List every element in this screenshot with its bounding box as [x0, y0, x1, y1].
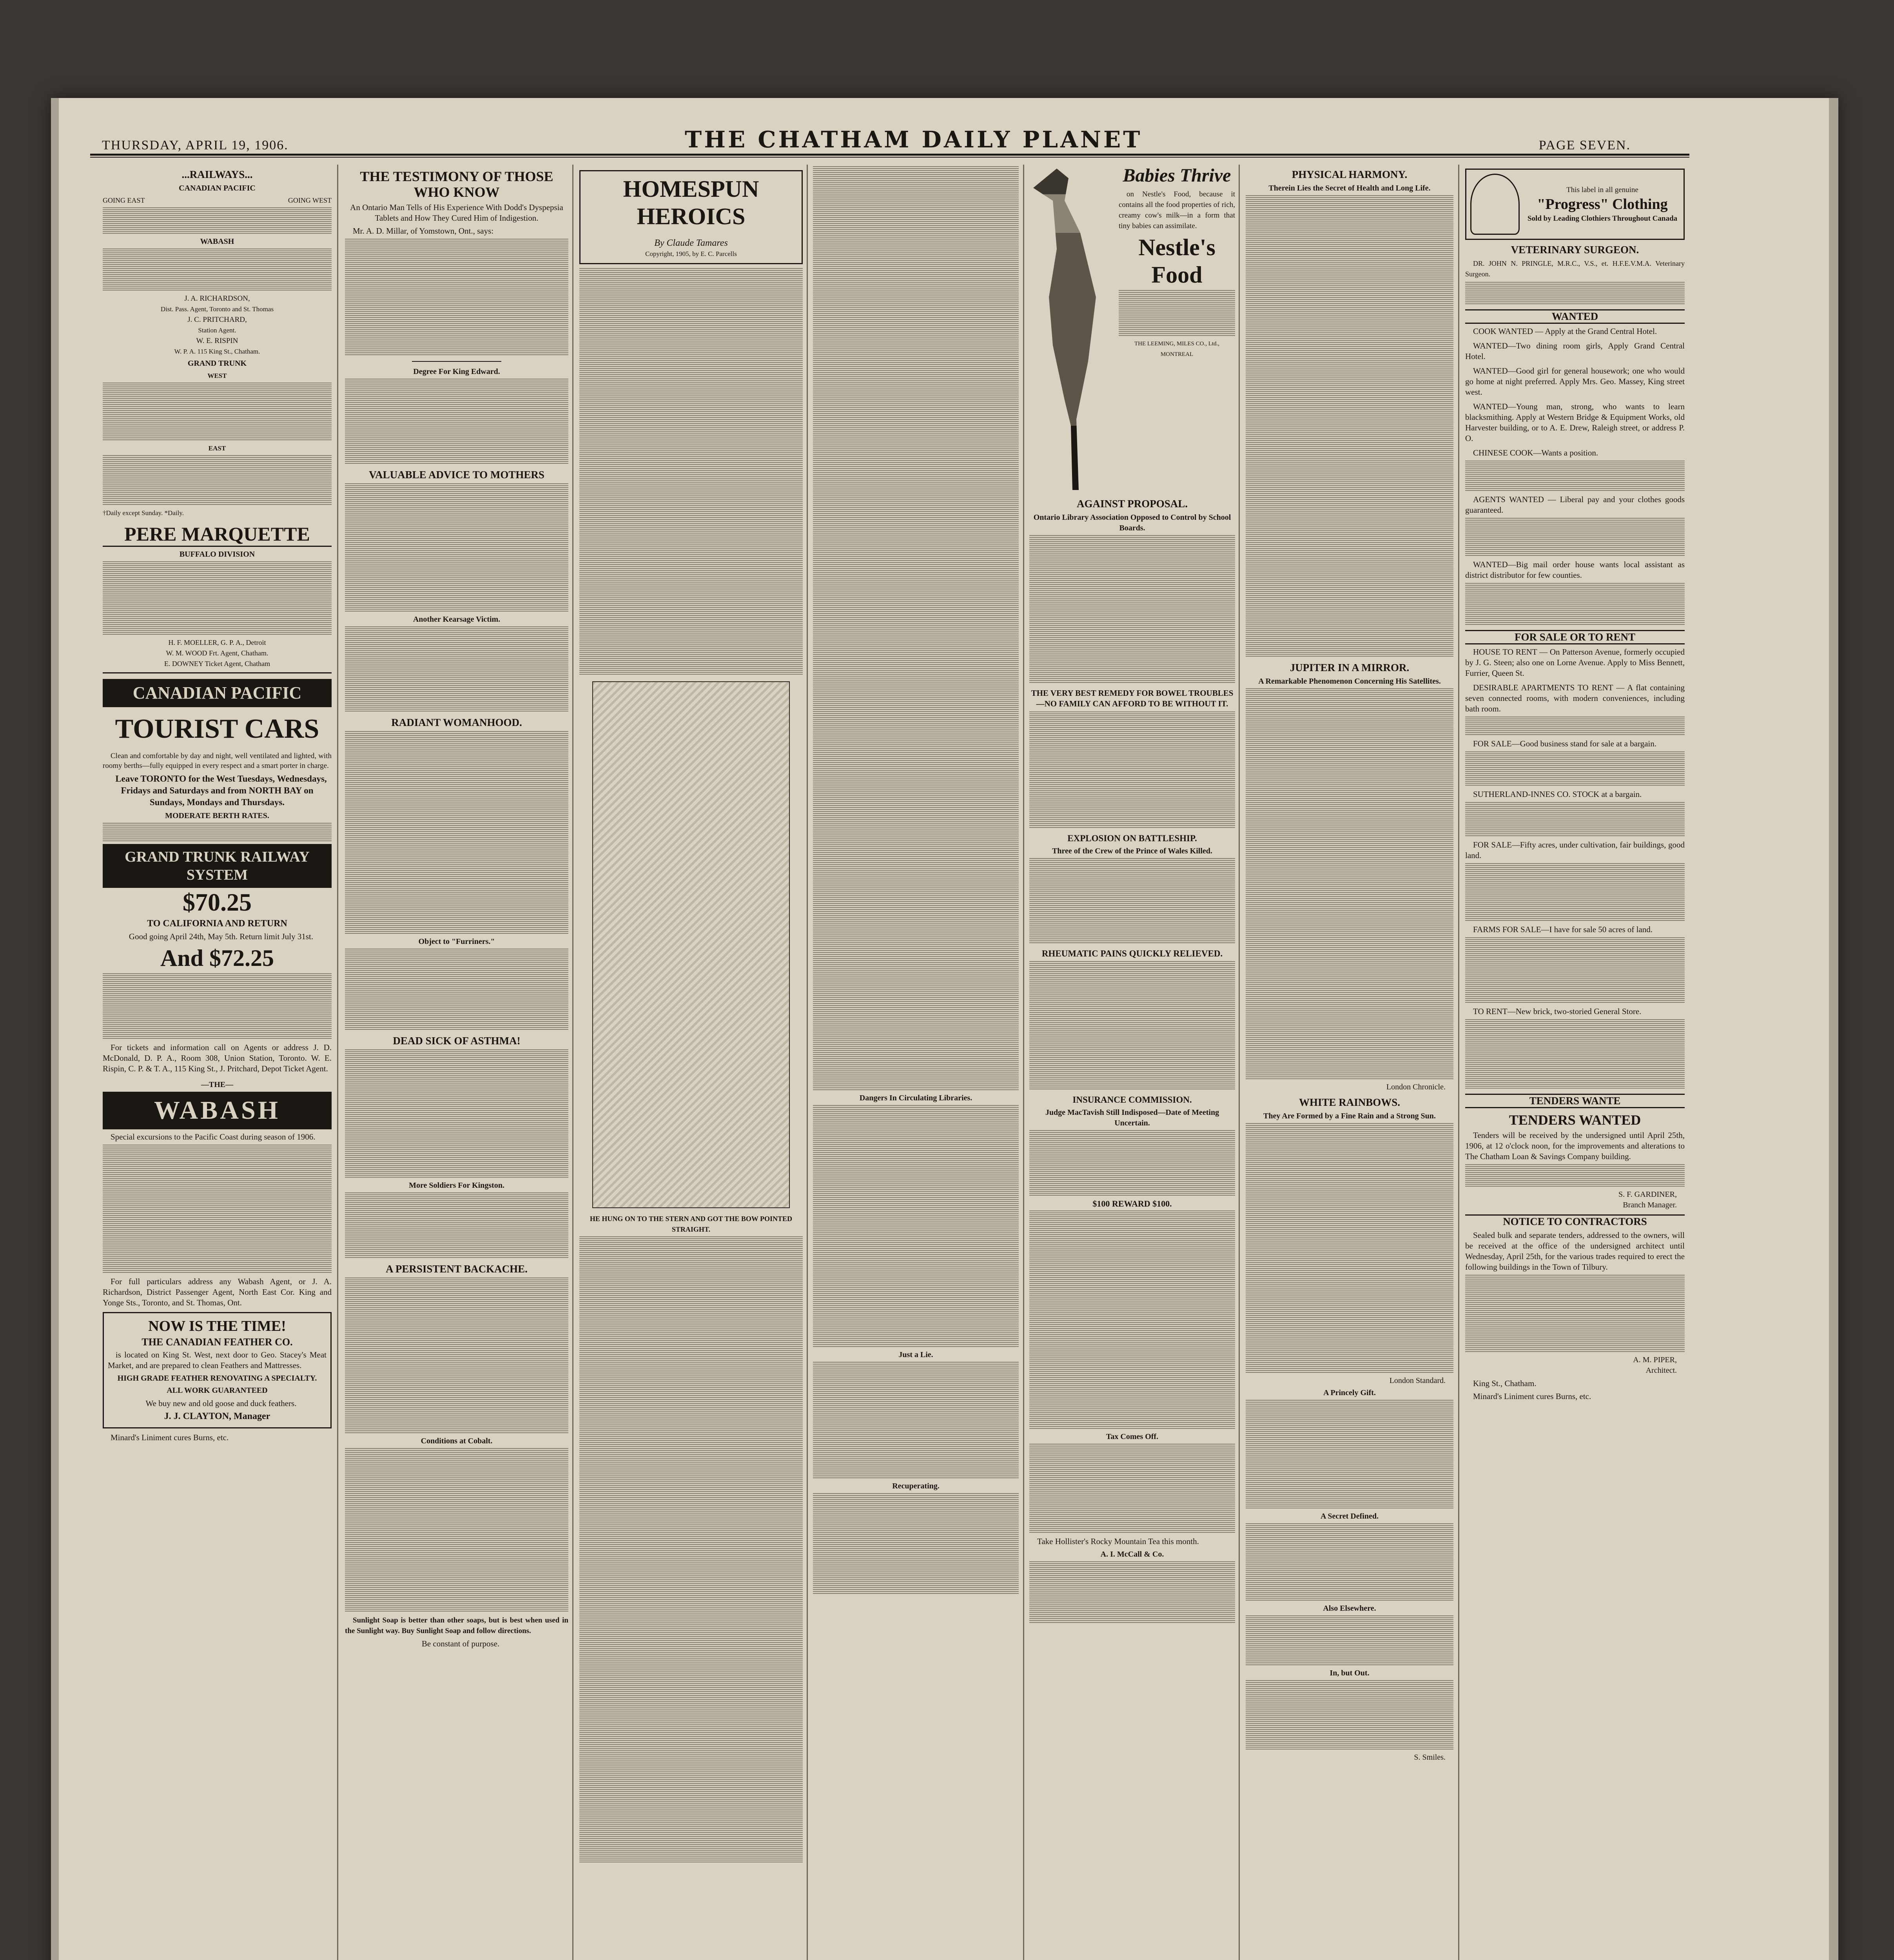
chronicle-credit: London Chronicle.	[1386, 1083, 1446, 1091]
gardiner-title: Branch Manager.	[1623, 1201, 1677, 1209]
the-label: —THE—	[201, 1080, 234, 1089]
rispin-name: W. E. RISPIN	[196, 337, 238, 345]
smiles-credit: S. Smiles.	[1414, 1753, 1446, 1762]
body-text	[103, 1145, 332, 1274]
dangers-heading: Dangers In Circulating Libraries.	[859, 1094, 972, 1102]
richardson-title: Dist. Pass. Agent, Toronto and St. Thomas	[160, 305, 274, 313]
small-text	[1465, 1019, 1685, 1090]
gt-heading: GRAND TRUNK	[187, 359, 247, 368]
wood: W. M. WOOD Frt. Agent, Chatham.	[166, 649, 268, 657]
testimony-lead: Mr. A. D. Millar, of Yomstown, Ont., says:	[353, 226, 494, 236]
going-east-label: GOING EAST	[103, 196, 145, 204]
body-text	[1246, 1615, 1453, 1666]
work-guaranteed: ALL WORK GUARANTEED	[167, 1386, 268, 1395]
cp-heading: CANADIAN PACIFIC	[179, 184, 256, 192]
library-subhead: Ontario Library Association Opposed to Control by School Boards.	[1033, 513, 1231, 532]
small-text	[1465, 717, 1685, 736]
reward-heading: $100 REWARD $100.	[1092, 1199, 1172, 1209]
body-text	[813, 1105, 1019, 1348]
progress-clothing-ad	[1465, 169, 1685, 240]
body-text	[345, 1192, 568, 1259]
column-homespun	[579, 165, 803, 1960]
homespun-title: HOMESPUN HEROICS	[623, 176, 759, 229]
tax-heading: Tax Comes Off.	[1106, 1432, 1159, 1441]
feather-co-ad	[103, 1312, 332, 1428]
standard-credit: London Standard.	[1389, 1376, 1446, 1385]
timetable-text	[103, 455, 332, 506]
body-text	[1029, 535, 1235, 684]
testimony-deck: An Ontario Man Tells of His Experience With Dodd's Dyspepsia Tablets and How They Cured Him of Indigestion.	[350, 203, 563, 223]
body-text	[1029, 711, 1235, 829]
wanted-chinese-cook: CHINESE COOK—Wants a position.	[1473, 448, 1598, 457]
body-text	[1029, 1561, 1235, 1624]
cp-directions	[103, 195, 332, 206]
insurance-heading: INSURANCE COMMISSION.	[1072, 1095, 1192, 1105]
explosion-heading: EXPLOSION ON BATTLESHIP.	[1067, 833, 1197, 843]
stork-illustration	[1033, 169, 1112, 490]
homespun-byline: By Claude Tamares	[654, 238, 728, 248]
wanted-agents: AGENTS WANTED — Liberal pay and your clothes goods guaranteed.	[1465, 495, 1685, 515]
body-text	[1029, 1444, 1235, 1534]
recuperating-heading: Recuperating.	[892, 1482, 940, 1490]
timetable-text	[103, 383, 332, 441]
daily-note: †Daily except Sunday. *Daily.	[103, 509, 184, 517]
gt-system-logo: GRAND TRUNK RAILWAY SYSTEM	[103, 844, 332, 888]
progress-label-icon	[1470, 174, 1520, 235]
downey: E. DOWNEY Ticket Agent, Chatham	[103, 659, 332, 673]
body-text	[1246, 1400, 1453, 1510]
tenders-text: Tenders will be received by the undersigned until April 25th, 1906, at 12 o'clock noon, for the improvements and alterations to The Chatham Loan & Savings Company building.	[1465, 1131, 1685, 1161]
column-story-continued	[813, 165, 1019, 1960]
story-text	[813, 166, 1019, 1091]
west-label: WEST	[207, 372, 227, 379]
tenders-heading: TENDERS WANTE	[1465, 1094, 1685, 1108]
further-info: For full particulars address any Wabash Agent, or J. A. Richardson, District Passenger Agent, North East Cor. King and Yonge Sts., Toronto, and St. Thomas, Ont.	[103, 1277, 332, 1307]
california-price: $70.25	[183, 888, 252, 916]
nestles-text: on Nestle's Food, because it contains all the food properties of rich, creamy cow's milk—in a form that tiny babies can assimilate.	[1119, 190, 1235, 230]
minards-ad-2: Minard's Liniment cures Burns, etc.	[1473, 1392, 1591, 1401]
for-sale-heading: FOR SALE OR TO RENT	[1465, 630, 1685, 644]
body-text	[1029, 858, 1235, 944]
contractors-text: Sealed bulk and separate tenders, addressed to the owners, will be received at the office of the undersigned architect until Wednesday, April 25th, for the various trades required to erect the following buildings in the Town of Tilbury.	[1465, 1230, 1685, 1272]
mcgall: A. I. McCall & Co.	[1100, 1550, 1164, 1559]
body-text	[1246, 195, 1453, 658]
body-text	[345, 731, 568, 935]
pere-marquette-logo: PERE MARQUETTE	[103, 522, 332, 547]
wanted-heading: WANTED	[1465, 309, 1685, 324]
issue-date: THURSDAY, APRIL 19, 1906.	[102, 138, 288, 152]
advice-heading: VALUABLE ADVICE TO MOTHERS	[369, 469, 544, 481]
illustration-caption: HE HUNG ON TO THE STERN AND GOT THE BOW POINTED STRAIGHT.	[590, 1215, 793, 1233]
body-text	[345, 626, 568, 713]
small-text	[103, 823, 332, 842]
rent-brick-store: TO RENT—New brick, two-storied General Store.	[1473, 1007, 1642, 1016]
small-text	[1465, 461, 1685, 492]
small-text	[1465, 1275, 1685, 1353]
small-text	[1465, 583, 1685, 626]
body-text	[345, 949, 568, 1031]
railways-heading: ...RAILWAYS...	[181, 169, 253, 180]
homespun-copyright: Copyright, 1905, by E. C. Parcells	[645, 250, 737, 258]
cp-tourist-logo: CANADIAN PACIFIC	[103, 679, 332, 707]
homespun-title-box	[579, 170, 803, 264]
column-science	[1246, 165, 1453, 1960]
contractors-heading: NOTICE TO CONTRACTORS	[1465, 1214, 1685, 1228]
asthma-heading: DEAD SICK OF ASTHMA!	[393, 1035, 521, 1047]
buy-feathers: We buy new and old goose and duck feathers.	[145, 1399, 297, 1408]
richardson-name: J. A. RICHARDSON,	[184, 294, 250, 303]
body-text	[345, 1049, 568, 1179]
column-rule	[1023, 165, 1024, 1960]
wanted-blacksmith: WANTED—Young man, strong, who wants to learn blacksmithing. Apply at Western Bridge & Equipment Works, old Harvester building, or to A. E. Drew, Raleigh street, or address P. O.	[1465, 402, 1685, 443]
against-heading: AGAINST PROPOSAL.	[1076, 498, 1188, 510]
body-text	[813, 1362, 1019, 1479]
minards-ad: Minard's Liniment cures Burns, etc.	[111, 1433, 229, 1442]
small-text	[1465, 863, 1685, 922]
story-text	[579, 1236, 803, 1864]
tickets-text: For tickets and information call on Agents or address J. D. McDonald, D. P. A., Room 308, Union Station, Toronto. W. E. Rispin, C. P. & T. A., 115 King St., J. Pritchard, Depot Ticket Agent.	[103, 1043, 332, 1073]
body-text	[345, 1278, 568, 1434]
page-number: PAGE SEVEN.	[1538, 138, 1631, 152]
piper-title: Architect.	[1645, 1366, 1677, 1375]
radiant-heading: RADIANT WOMANHOOD.	[391, 717, 522, 728]
wabash-logo: WABASH	[103, 1092, 332, 1129]
rainbows-heading: WHITE RAINBOWS.	[1299, 1096, 1401, 1108]
feather-co-text: is located on King St. West, next door to Geo. Stacey's Meat Market, and are prepared to clean Feathers and Mattresses.	[108, 1350, 327, 1370]
pringle-ad: DR. JOHN N. PRINGLE, M.R.C., V.S., et. H.F.E.V.M.A. Veterinary Surgeon.	[1465, 260, 1685, 278]
testimony-headline: THE TESTIMONY OF THOSE WHO KNOW	[360, 169, 553, 200]
body-text	[1029, 1130, 1235, 1197]
timetable-text	[103, 561, 332, 636]
masthead-rule	[90, 154, 1689, 156]
wanted-cook: COOK WANTED — Apply at the Grand Central Hotel.	[1473, 327, 1657, 336]
feather-specialty: HIGH GRADE FEATHER RENOVATING A SPECIALTY.	[117, 1374, 317, 1383]
just-lie-heading: Just a Lie.	[898, 1350, 933, 1359]
body-text	[345, 239, 568, 356]
moderate-rates: MODERATE BERTH RATES.	[165, 811, 269, 820]
tourist-cars-heading: TOURIST CARS	[115, 714, 319, 744]
secret-heading: A Secret Defined.	[1321, 1512, 1379, 1521]
pritchard-title: Station Agent.	[198, 327, 236, 334]
rispin-title: W. P. A. 115 King St., Chatham.	[174, 348, 260, 355]
column-rule	[572, 165, 573, 1960]
tenders-wanted-heading: TENDERS WANTED	[1509, 1112, 1641, 1128]
stork-illustration-wrap	[1029, 165, 1116, 494]
special-excursions: Special excursions to the Pacific Coast during season of 1906.	[111, 1132, 316, 1142]
sale-business-stand: FOR SALE—Good business stand for sale at a bargain.	[1473, 739, 1656, 748]
pritchard-name: J. C. PRITCHARD,	[187, 316, 247, 324]
body-text	[345, 483, 568, 613]
furriners-heading: Object to "Furriners."	[418, 937, 495, 946]
small-text	[103, 973, 332, 1040]
body-text	[1029, 1210, 1235, 1430]
rheumatic-heading: RHEUMATIC PAINS QUICKLY RELIEVED.	[1041, 949, 1223, 958]
going-west-label: GOING WEST	[288, 196, 332, 204]
physical-heading: PHYSICAL HARMONY.	[1292, 169, 1408, 180]
divider	[412, 361, 501, 362]
princely-heading: A Princely Gift.	[1323, 1388, 1376, 1397]
physical-subhead: Therein Lies the Secret of Health and Long Life.	[1268, 184, 1431, 192]
rainbows-subhead: They Are Formed by a Fine Rain and a Strong Sun.	[1263, 1112, 1436, 1120]
small-text	[1465, 802, 1685, 837]
sale-farms: FARMS FOR SALE—I have for sale 50 acres of land.	[1473, 925, 1653, 934]
degree-heading: Degree For King Edward.	[413, 367, 500, 376]
column-rule	[807, 165, 808, 1960]
best-remedy-heading: THE VERY BEST REMEDY FOR BOWEL TROUBLES—NO FAMILY CAN AFFORD TO BE WITHOUT IT.	[1031, 688, 1234, 708]
body-text	[345, 1448, 568, 1613]
masthead-rule-thin	[90, 157, 1689, 158]
backache-heading: A PERSISTENT BACKACHE.	[386, 1263, 528, 1275]
progress-clothing: "Progress" Clothing	[1537, 196, 1668, 212]
constant-purpose: Be constant of purpose.	[421, 1639, 500, 1648]
now-is-the-time: NOW IS THE TIME!	[148, 1318, 286, 1334]
body-text	[1246, 1680, 1453, 1751]
column-railways	[103, 165, 332, 1960]
sale-fifty-acres: FOR SALE—Fifty acres, under cultivation, fair buildings, good land.	[1465, 840, 1685, 860]
tourist-cars-text: Clean and comfortable by day and night, well ventilated and lighted, with roomy berths—fully equipped in every respect and a smart porter in charge.	[103, 752, 332, 770]
column-classifieds	[1465, 165, 1685, 1960]
column-rule	[337, 165, 338, 1960]
hollister-ad: Take Hollister's Rocky Mountain Tea this month.	[1037, 1537, 1199, 1546]
wanted-housework: WANTED—Good girl for general housework; one who would go home at night preferred. Apply Mrs. Geo. Massey, King street west.	[1465, 366, 1685, 397]
timetable-text	[103, 207, 332, 235]
column-nestles	[1029, 165, 1235, 1960]
cobalt-heading: Conditions at Cobalt.	[421, 1437, 493, 1445]
kearsage-heading: Another Kearsage Victim.	[413, 615, 501, 624]
story-text	[579, 268, 803, 676]
in-but-out-heading: In, but Out.	[1330, 1669, 1370, 1677]
wabash-heading: WABASH	[200, 237, 234, 246]
body-text	[1246, 1123, 1453, 1374]
small-text	[1465, 937, 1685, 1004]
column-rule	[1239, 165, 1240, 1960]
buffalo-division: BUFFALO DIVISION	[179, 550, 255, 559]
body-text	[1029, 961, 1235, 1091]
explosion-subhead: Three of the Crew of the Prince of Wales Killed.	[1052, 847, 1212, 855]
leave-toronto: Leave TORONTO for the West Tuesdays, Wednesdays, Fridays and Saturdays and from NORTH BAY on Sundays, Mondays and Thursdays.	[115, 774, 327, 807]
east-label: EAST	[208, 445, 226, 452]
column-testimony	[345, 165, 568, 1960]
small-text	[1465, 518, 1685, 557]
mactavish-subhead: Judge MacTavish Still Indisposed—Date of Meeting Uncertain.	[1045, 1108, 1219, 1127]
label-note: This label in all genuine	[1566, 186, 1638, 194]
sold-by: Sold by Leading Clothiers Throughout Canada	[1527, 214, 1678, 223]
timetable-text	[103, 249, 332, 292]
small-text	[1465, 1164, 1685, 1188]
moeller: H. F. MOELLER, G. P. A., Detroit	[168, 639, 266, 646]
clayton-manager: J. J. CLAYTON, Manager	[164, 1411, 270, 1421]
column-rule	[1458, 165, 1459, 1960]
king-street: King St., Chatham.	[1473, 1379, 1537, 1388]
body-text	[1246, 1523, 1453, 1602]
nestles-food: Nestle's Food	[1138, 234, 1215, 288]
soldiers-heading: More Soldiers For Kingston.	[409, 1181, 504, 1190]
to-california: TO CALIFORNIA AND RETURN	[147, 918, 287, 929]
jupiter-heading: JUPITER IN A MIRROR.	[1290, 662, 1410, 673]
story-illustration	[592, 681, 790, 1208]
sale-house-rent: HOUSE TO RENT — On Patterson Avenue, formerly occupied by J. G. Steen; also one on Lorne Avenue. Apply to Miss Bennett, Furrier, Queen St.	[1465, 647, 1685, 678]
gardiner-name: S. F. GARDINER,	[1618, 1190, 1677, 1199]
body-text	[1246, 688, 1453, 1080]
sale-apartments: DESIRABLE APARTMENTS TO RENT — A flat containing seven connected rooms, with modern conveniences, including bath room.	[1465, 683, 1685, 713]
masthead	[102, 122, 1631, 153]
sunlight-ad: Sunlight Soap is better than other soaps, but is best when used in the Sunlight way. Buy Sunlight Soap and follow directions.	[345, 1616, 568, 1635]
small-text	[1465, 282, 1685, 305]
sale-sutherland: SUTHERLAND-INNES CO. STOCK at a bargain.	[1473, 789, 1642, 799]
small-text	[1119, 290, 1235, 337]
leeming-miles: THE LEEMING, MILES CO., Ltd., MONTREAL	[1134, 341, 1220, 358]
elsewhere-heading: Also Elsewhere.	[1323, 1604, 1376, 1613]
jupiter-subhead: A Remarkable Phenomenon Concerning His Satellites.	[1258, 677, 1441, 686]
wanted-dining-girls: WANTED—Two dining room girls, Apply Grand Central Hotel.	[1465, 341, 1685, 361]
small-text	[1465, 751, 1685, 787]
body-text	[813, 1493, 1019, 1595]
second-price: And $72.25	[160, 945, 274, 971]
body-text	[345, 379, 568, 465]
vet-heading: VETERINARY SURGEON.	[1511, 244, 1639, 256]
babies-thrive: Babies Thrive	[1123, 165, 1231, 186]
piper-name: A. M. PIPER,	[1633, 1356, 1677, 1364]
good-going: Good going April 24th, May 5th. Return limit July 31st.	[129, 932, 314, 941]
feather-co-name: THE CANADIAN FEATHER CO.	[142, 1336, 293, 1348]
newspaper-title: THE CHATHAM DAILY PLANET	[685, 126, 1143, 153]
nestles-ad	[1029, 165, 1235, 494]
wanted-mail-order: WANTED—Big mail order house wants local assistant as district distributor for few counties.	[1465, 560, 1685, 580]
